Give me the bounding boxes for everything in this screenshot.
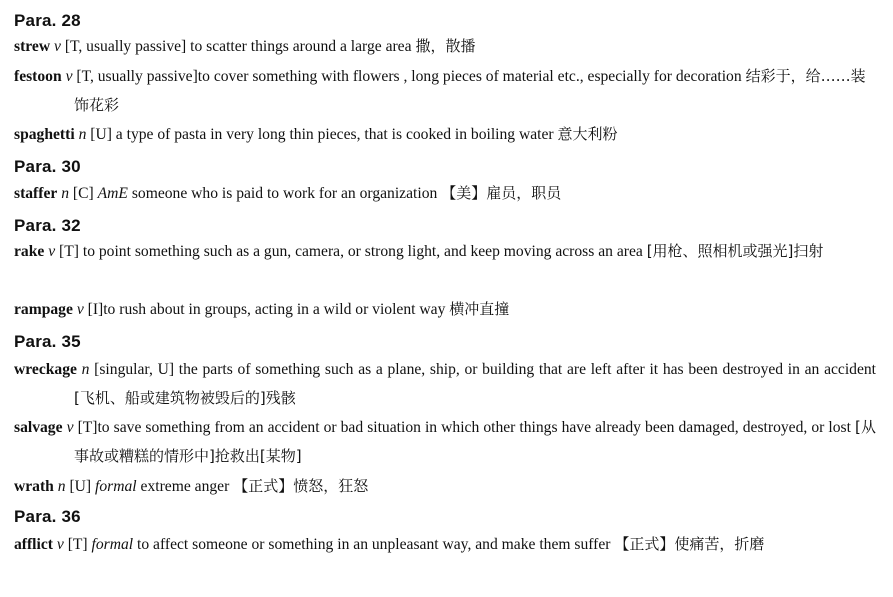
section-heading: Para. 32 — [14, 216, 81, 235]
part-of-speech: v — [54, 38, 61, 55]
entry-rampage — [14, 295, 876, 324]
headword: rake — [14, 243, 45, 260]
part-of-speech: n — [61, 185, 69, 202]
chinese-translation: 意大利粉 — [557, 125, 618, 143]
definition: [T, usually passive]to cover something with flowers , long pieces of material etc., especially for decoration — [76, 68, 742, 85]
part-of-speech: v — [48, 243, 56, 260]
part-of-speech: v — [65, 68, 73, 85]
headword: staffer — [14, 185, 58, 202]
headword: salvage — [14, 419, 63, 436]
chinese-translation: 横冲直撞 — [449, 300, 510, 318]
definition: [singular, U] the parts of something such as a plane, ship, or building that are left after it has been destroyed in an accident — [94, 361, 877, 378]
part-of-speech: n — [57, 478, 66, 495]
headword: wreckage — [14, 361, 77, 378]
section-heading: Para. 35 — [14, 332, 81, 351]
chinese-translation: 【美】雇员，职员 — [441, 184, 562, 202]
headword: afflict — [14, 536, 53, 553]
definition: [U] a type of pasta in very long thin pieces, that is cooked in boiling water — [90, 126, 554, 143]
definition: [T, usually passive] to scatter things around a large area — [64, 38, 412, 55]
part-of-speech: n — [78, 126, 87, 143]
entry-festoon — [14, 62, 876, 120]
entry-wrath — [14, 472, 876, 501]
headword: strew — [14, 38, 51, 55]
chinese-translation: [用枪、照相机或强光]扫射 — [646, 242, 824, 260]
part-of-speech: v — [76, 301, 84, 318]
part-of-speech: n — [81, 361, 90, 378]
grammar-code: [U] — [69, 478, 92, 495]
definition: [I]to rush about in groups, acting in a wild or violent way — [87, 301, 446, 318]
headword: festoon — [14, 68, 62, 85]
part-of-speech: v — [66, 419, 74, 436]
part-of-speech: v — [56, 536, 64, 553]
chinese-translation: 撒，散播 — [415, 37, 476, 55]
entry-staffer — [14, 179, 876, 208]
grammar-code: [C] — [72, 185, 94, 202]
definition: someone who is paid to work for an organization — [131, 185, 438, 202]
headword: rampage — [14, 301, 73, 318]
chinese-translation: 结彩于，给……装饰花彩 — [74, 67, 866, 114]
chinese-translation: [从事故或糟糕的情形中]抢救出[某物] — [74, 418, 876, 465]
entry-wreckage — [14, 355, 876, 413]
definition: extreme anger — [140, 478, 230, 495]
definition: [T]to save something from an accident or bad situation in which other things have already been damaged, destroyed, or lost — [77, 419, 851, 436]
definition: [T] to point something such as a gun, camera, or strong light, and keep moving across an area — [59, 243, 643, 260]
entry-salvage — [14, 413, 876, 471]
entry-rake — [14, 237, 876, 266]
chinese-translation: 【正式】愤怒，狂怒 — [233, 477, 369, 495]
register-label: formal — [95, 478, 137, 495]
register-label: AmE — [97, 185, 128, 202]
grammar-code: [T] — [67, 536, 88, 553]
chinese-translation: 【正式】使痛苦，折磨 — [614, 535, 765, 553]
headword: spaghetti — [14, 126, 75, 143]
entry-spaghetti — [14, 120, 876, 149]
section-heading: Para. 36 — [14, 507, 81, 526]
register-label: formal — [91, 536, 134, 553]
section-heading: Para. 28 — [14, 11, 81, 30]
entry-afflict — [14, 530, 876, 559]
section-heading: Para. 30 — [14, 157, 81, 176]
entry-strew — [14, 32, 876, 61]
headword: wrath — [14, 478, 54, 495]
chinese-translation: [飞机、船或建筑物被毁后的]残骸 — [74, 389, 296, 407]
definition: to affect someone or something in an unpleasant way, and make them suffer — [137, 536, 611, 553]
